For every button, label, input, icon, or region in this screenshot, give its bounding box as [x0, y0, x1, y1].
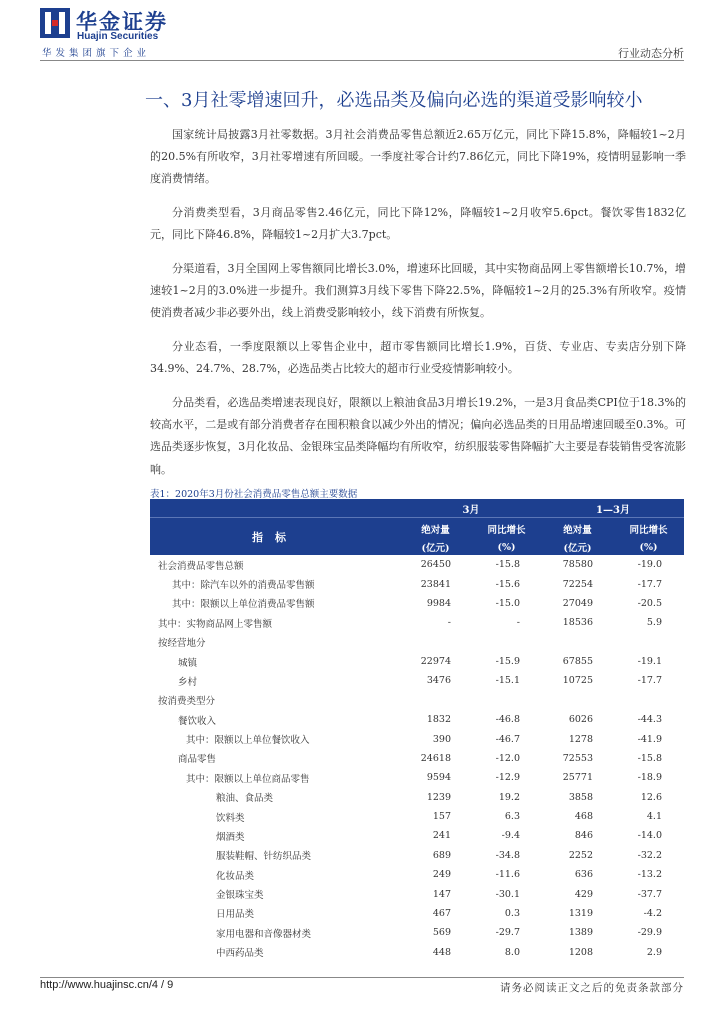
cell-yoy: -13.2 [637, 869, 662, 881]
cell-amount [542, 633, 613, 652]
footer-divider [40, 977, 684, 978]
row-label: 化妆品类 [216, 870, 255, 882]
body-text [150, 124, 686, 492]
row-label: 按消费类型分 [158, 696, 216, 708]
table-row [150, 691, 684, 710]
row-label: 饮料类 [216, 812, 245, 824]
table-row [150, 865, 684, 884]
table-row [150, 943, 684, 962]
cell-yoy: -29.9 [637, 927, 662, 939]
column-header: 绝对量 [400, 518, 471, 540]
cell-yoy: -34.8 [495, 849, 520, 861]
cell-yoy: -12.0 [495, 752, 520, 764]
cell-yoy: 12.6 [640, 791, 662, 803]
cell-yoy: 5.9 [646, 617, 662, 629]
table-row [150, 904, 684, 923]
cell-amount: 1239 [426, 791, 451, 803]
row-label: 日用品类 [216, 909, 255, 921]
row-label: 其中：限额以上单位餐饮收入 [186, 735, 310, 747]
table-row [150, 826, 684, 845]
cell-amount: 241 [432, 830, 451, 842]
cell-amount [542, 691, 613, 710]
cell-amount: 9594 [426, 772, 451, 784]
row-label: 乡村 [178, 676, 198, 688]
column-unit: (亿元) [400, 539, 471, 555]
logo-english-name: Huajin Securities [77, 31, 159, 42]
cell-yoy [471, 691, 542, 710]
row-label: 商品零售 [178, 754, 217, 766]
column-unit: (%) [471, 539, 542, 555]
cell-amount: 27049 [562, 597, 593, 609]
cell-amount: 2252 [568, 849, 593, 861]
cell-amount: 10725 [562, 675, 593, 687]
logo-subtitle: 华发集团旗下企业 [42, 48, 151, 59]
cell-yoy: -20.5 [637, 597, 662, 609]
row-label: 餐饮收入 [178, 715, 217, 727]
cell-amount: 846 [574, 830, 593, 842]
row-label: 城镇 [178, 657, 198, 669]
paragraph: 分消费类型看，3月商品零售2.46亿元，同比下降12%，降幅较1~2月收窄5.6pct。餐饮零售1832亿元，同比下降46.8%，降幅较1~2月扩大3.7pct。 [150, 206, 686, 242]
cell-amount: 1319 [568, 907, 593, 919]
cell-yoy: 6.3 [504, 811, 520, 823]
table-row [150, 884, 684, 903]
cell-amount: 1389 [568, 927, 593, 939]
cell-amount: 157 [432, 811, 451, 823]
cell-yoy [471, 633, 542, 652]
cell-amount: 689 [432, 849, 451, 861]
table-row [150, 671, 684, 690]
row-label: 家用电器和音像器材类 [216, 928, 312, 940]
cell-amount: 9984 [426, 597, 451, 609]
cell-amount: 467 [432, 907, 451, 919]
row-label: 服装鞋帽、针纺织品类 [216, 851, 312, 863]
cell-amount: 390 [432, 733, 451, 745]
cell-amount: 147 [432, 888, 451, 900]
cell-amount: 23841 [420, 578, 451, 590]
cell-yoy: -15.0 [495, 597, 520, 609]
column-unit: (亿元) [542, 539, 613, 555]
row-label: 其中：限额以上单位消费品零售额 [172, 599, 315, 611]
cell-yoy: -17.7 [637, 675, 662, 687]
cell-yoy: -11.6 [495, 869, 520, 881]
table-row [150, 652, 684, 671]
cell-yoy: -46.7 [495, 733, 520, 745]
cell-yoy [613, 691, 684, 710]
cell-amount: 1278 [568, 733, 593, 745]
table-row [150, 807, 684, 826]
cell-amount: 67855 [562, 656, 593, 668]
cell-yoy: -30.1 [495, 888, 520, 900]
cell-amount: 3858 [568, 791, 593, 803]
cell-yoy: -9.4 [501, 830, 520, 842]
cell-yoy: 4.1 [646, 811, 662, 823]
cell-amount: 636 [574, 869, 593, 881]
cell-amount: 569 [432, 927, 451, 939]
cell-yoy: - [516, 617, 520, 629]
report-type: 行业动态分析 [618, 47, 684, 60]
header-divider [40, 60, 684, 61]
table-caption: 表1：2020年3月份社会消费品零售总额主要数据 [150, 489, 358, 500]
table-row [150, 574, 684, 593]
row-label: 按经营地分 [158, 638, 206, 650]
cell-amount: 468 [574, 811, 593, 823]
cell-amount: 72553 [562, 752, 593, 764]
group-header-march: 3月 [400, 500, 542, 518]
group-header-q1: 1—3月 [542, 500, 684, 518]
cell-yoy: -19.1 [637, 656, 662, 668]
table-row [150, 729, 684, 748]
cell-amount: 18536 [562, 617, 593, 629]
cell-yoy: -32.2 [637, 849, 662, 861]
cell-amount: 22974 [420, 656, 451, 668]
footer-url-page[interactable]: http://www.huajinsc.cn/4 / 9 [40, 979, 174, 991]
paragraph: 分品类看，必选品类增速表现良好，限额以上粮油食品3月增长19.2%，一是3月食品类CPI位于18.3%的较高水平，二是或有部分消费者存在囤积粮食以减少外出的情况；偏向必选品类的日用品增速回暖至0.3%。可选品类逐步恢复，3月化妆品、金银珠宝品类降幅均有所收窄，纺织服装零售降幅扩大主要是春装销售受客流影响。 [150, 396, 686, 476]
paragraph: 分渠道看，3月全国网上零售额同比增长3.0%，增速环比回暖，其中实物商品网上零售额增长10.7%，增速较1~2月的3.0%进一步提升。我们测算3月线下零售下降22.5%，降幅较1~2月的25.3%有所收窄。疫情使消费者减少非必要外出，线上消费受影响较小，线下消费有所恢复。 [150, 262, 686, 320]
table-row [150, 633, 684, 652]
cell-amount: 25771 [562, 772, 593, 784]
row-label: 其中：限额以上单位商品零售 [186, 773, 310, 785]
column-header: 同比增长 [613, 518, 684, 540]
cell-yoy: -12.9 [495, 772, 520, 784]
cell-amount: 448 [432, 946, 451, 958]
cell-yoy: 0.3 [504, 907, 520, 919]
row-label: 烟酒类 [216, 831, 245, 843]
cell-yoy: -46.8 [495, 714, 520, 726]
cell-yoy: -37.7 [637, 888, 662, 900]
cell-yoy: 8.0 [504, 946, 520, 958]
row-label: 金银珠宝类 [216, 890, 264, 902]
cell-yoy: -15.8 [495, 559, 520, 571]
paragraph: 国家统计局披露3月社零数据。3月社会消费品零售总额近2.65万亿元，同比下降15.8%，降幅较1~2月的20.5%有所收窄，3月社零增速有所回暖。一季度社零合计约7.86亿元，同比下降19%，疫情明显影响一季度消费情绪。 [150, 128, 686, 186]
cell-yoy: 19.2 [498, 791, 520, 803]
row-label: 中西药品类 [216, 948, 264, 960]
cell-yoy: -19.0 [637, 559, 662, 571]
cell-yoy: -17.7 [637, 578, 662, 590]
footer-disclaimer: 请务必阅读正文之后的免责条款部分 [500, 982, 684, 994]
row-label: 社会消费品零售总额 [158, 560, 244, 572]
indicator-header: 指标 [150, 518, 400, 556]
logo-icon [40, 8, 70, 38]
table-row [150, 594, 684, 613]
retail-sales-table [150, 500, 684, 962]
cell-yoy: -18.9 [637, 772, 662, 784]
row-label: 其中：除汽车以外的消费品零售额 [172, 580, 315, 592]
column-unit: (%) [613, 539, 684, 555]
paragraph: 分业态看，一季度限额以上零售企业中，超市零售额同比增长1.9%，百货、专业店、专卖店分别下降34.9%、24.7%、28.7%，必选品类占比较大的超市行业受疫情影响较小。 [150, 340, 686, 376]
table-row [150, 923, 684, 942]
row-label: 粮油、食品类 [216, 793, 274, 805]
table-row [150, 749, 684, 768]
table-header-blank [150, 500, 400, 518]
cell-yoy: -15.9 [495, 656, 520, 668]
cell-yoy: -14.0 [637, 830, 662, 842]
cell-amount: 1832 [426, 714, 451, 726]
cell-yoy: -15.8 [637, 752, 662, 764]
table-row [150, 613, 684, 632]
column-header: 绝对量 [542, 518, 613, 540]
table-row [150, 768, 684, 787]
cell-yoy: -15.1 [495, 675, 520, 687]
cell-yoy: -15.6 [495, 578, 520, 590]
table-row [150, 788, 684, 807]
cell-amount: 249 [432, 869, 451, 881]
row-label: 其中：实物商品网上零售额 [158, 618, 273, 630]
column-header: 同比增长 [471, 518, 542, 540]
cell-yoy: 2.9 [646, 946, 662, 958]
cell-yoy: -41.9 [637, 733, 662, 745]
cell-amount: 429 [574, 888, 593, 900]
table-row [150, 846, 684, 865]
cell-amount: 78580 [562, 559, 593, 571]
cell-amount: 1208 [568, 946, 593, 958]
table-row [150, 710, 684, 729]
cell-yoy: -4.2 [643, 907, 662, 919]
cell-amount: 26450 [420, 559, 451, 571]
section-title: 一、3月社零增速回升，必选品类及偏向必选的渠道受影响较小 [145, 90, 643, 111]
cell-yoy: -44.3 [637, 714, 662, 726]
cell-amount: - [447, 617, 451, 629]
cell-yoy [613, 633, 684, 652]
table-row [150, 555, 684, 574]
cell-amount: 24618 [420, 752, 451, 764]
cell-yoy: -29.7 [495, 927, 520, 939]
cell-amount: 72254 [562, 578, 593, 590]
cell-amount: 3476 [426, 675, 451, 687]
cell-amount [400, 633, 471, 652]
cell-amount [400, 691, 471, 710]
cell-amount: 6026 [568, 714, 593, 726]
logo-chinese-name: 华金证券 [76, 10, 168, 34]
